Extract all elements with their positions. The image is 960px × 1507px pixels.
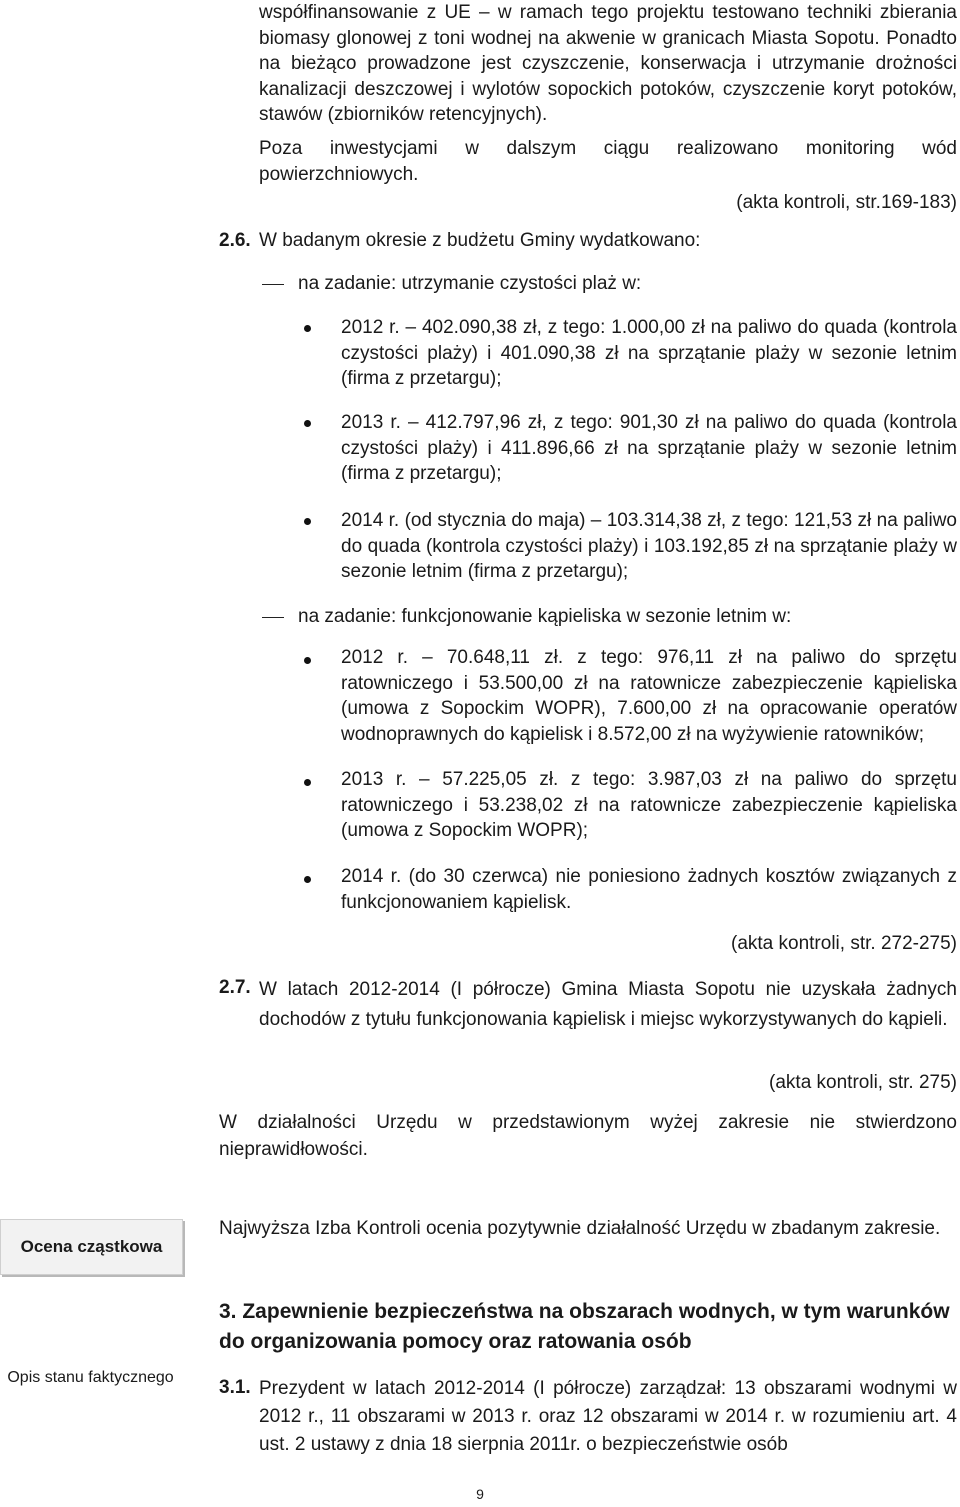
reference-3: (akta kontroli, str. 275) (769, 1072, 957, 1093)
section-3-1-number: 3.1. (219, 1377, 251, 1398)
task-1-label: na zadanie: utrzymanie czystości plaż w: (298, 273, 642, 294)
bullet-icon (304, 420, 311, 427)
bullet-icon (304, 876, 311, 883)
section-2-6-text: W badanym okresie z budżetu Gminy wydatkowano: (259, 230, 701, 251)
conclusion-paragraph: W działalności Urzędu w przedstawionym wyżej zakresie nie stwierdzono nieprawidłowości. (219, 1112, 957, 1160)
bullet-icon (304, 518, 311, 525)
section-3-title: Zapewnienie bezpieczeństwa na obszarach wodnych, w tym warunków do organizowania pomocy oraz ratowania osób (219, 1300, 950, 1353)
reference-1: (akta kontroli, str.169-183) (736, 192, 957, 213)
task-2-item-2013: 2013 r. – 57.225,05 zł. z tego: 3.987,03 zł na paliwo do sprzętu ratowniczego i 53.238,02 zł na ratownicze zabezpieczenie kąpieliska (umowa z Sopockim WOPR); (341, 769, 957, 841)
task-2-item-2014: 2014 r. (do 30 czerwca) nie poniesiono żadnych kosztów związanych z funkcjonowaniem kąpielisk. (341, 866, 957, 913)
section-3-1-text: Prezydent w latach 2012-2014 (I półrocze) zarządzał: 13 obszarami wodnymi w 2012 r., 11 obszarami w 2013 r. oraz 12 obszarami w 2014 r. w rozumieniu art. 4 ust. 2 ustawy z dnia 18 sierpnia 2011r. o bezpieczeństwie osób (259, 1378, 957, 1455)
task-1-item-2012: 2012 r. – 402.090,38 zł, z tego: 1.000,00 zł na paliwo do quada (kontrola czystości plaży) i 401.090,38 zł na sprzątanie plaży w sezonie letnim (firma z przetargu); (341, 317, 957, 389)
assessment-paragraph: Najwyższa Izba Kontroli ocenia pozytywnie działalność Urzędu w zbadanym zakresie. (219, 1218, 941, 1239)
page-number: 9 (476, 1486, 484, 1502)
section-3-heading (219, 1297, 959, 1357)
dash-marker (262, 617, 284, 618)
task-2-item-2012: 2012 r. – 70.648,11 zł. z tego: 976,11 zł na paliwo do sprzętu ratowniczego i 53.500,00 zł na ratownicze zabezpieczenie kąpieliska (umowa z Sopockim WOPR), 7.600,00 zł na opracowanie operatów wodnoprawnych do kąpielisk i 8.572,00 zł na wyżywienie ratowników; (341, 647, 957, 745)
bullet-icon (304, 779, 311, 786)
task-1-item-2013: 2013 r. – 412.797,96 zł, z tego: 901,30 zł na paliwo do quada (kontrola czystości plaży) i 411.896,66 zł na sprzątanie plaży w sezonie letnim (firma z przetargu); (341, 412, 957, 484)
top-paragraph: współfinansowanie z UE – w ramach tego projektu testowano techniki zbierania biomasy glonowej z toni wodnej na akwenie w granicach Miasta Sopotu. Ponadto na bieżąco prowadzone jest czyszczenie, konserwacja i utrzymanie drożności kanalizacji deszczowej i wylotów sopockich potoków, czyszczenie koryt potoków, stawów (zbiorników retencyjnych). (259, 2, 957, 125)
task-1-item-2014: 2014 r. (od stycznia do maja) – 103.314,38 zł, z tego: 121,53 zł na paliwo do quada (kontrola czystości plaży) i 103.192,85 zł na sprzątanie plaży w sezonie letnim (firma z przetargu); (341, 510, 957, 582)
task-2-label: na zadanie: funkcjonowanie kąpieliska w sezonie letnim w: (298, 606, 792, 627)
section-2-7-number: 2.7. (219, 977, 251, 998)
monitoring-paragraph: Poza inwestycjami w dalszym ciągu realizowano monitoring wód powierzchniowych. (259, 138, 957, 185)
bullet-icon (304, 657, 311, 664)
section-2-6-number: 2.6. (219, 230, 251, 251)
bullet-icon (304, 325, 311, 332)
reference-2: (akta kontroli, str. 272-275) (731, 933, 957, 954)
facts-description-label: Opis stanu faktycznego (7, 1369, 174, 1386)
section-3-number: 3. (219, 1300, 237, 1323)
dash-marker (262, 284, 284, 285)
section-2-7-text: W latach 2012-2014 (I półrocze) Gmina Miasta Sopotu nie uzyskała żadnych dochodów z tytułu funkcjonowania kąpielisk i miejsc wykorzystywanych do kąpieli. (259, 979, 957, 1030)
partial-assessment-label: Ocena cząstkowa (0, 1219, 183, 1275)
